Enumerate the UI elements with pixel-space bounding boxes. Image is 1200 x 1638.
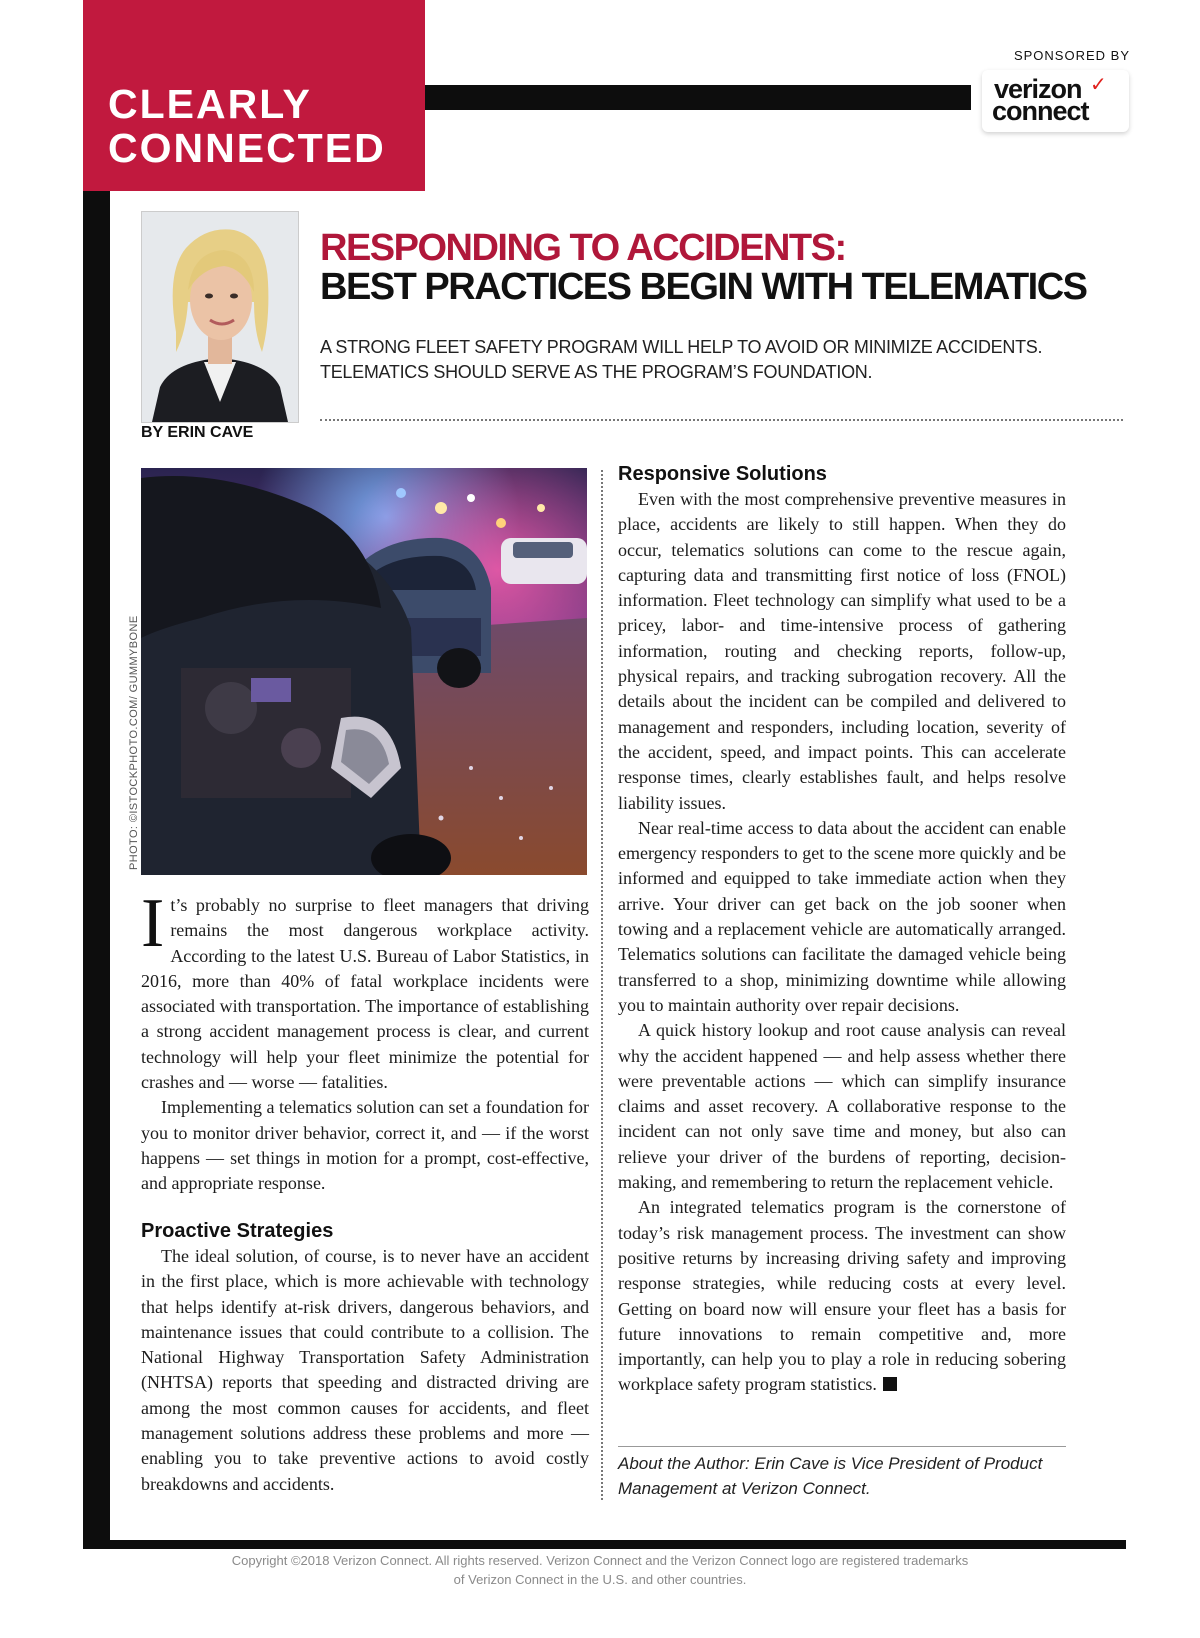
responsive-heading: Responsive Solutions [618,463,827,485]
photo-credit: PHOTO: ©ISTOCKPHOTO.COM/ GUMMYBONE [128,615,140,870]
left-border-rule [83,191,110,1548]
column-divider [601,470,603,1500]
verizon-connect-logo[interactable] [982,70,1129,132]
intro-paragraph-text: t’s probably no surprise to fleet managers that driving remains the most dangerous workplace activity. According to the latest U.S. Bureau of Labor Statistics, in 2016, more than 40% of fatal workplace incidents were associated with transportation. The importance of establishing a strong accident management process is clear, and current technology will help your fleet minimize the potential for crashes and — worse — fatalities. [141,895,589,1093]
about-author: About the Author: Erin Cave is Vice President of Product Management at Verizon Connect. [618,1454,1043,1498]
proactive-paragraph: The ideal solution, of course, is to never have an accident in the first place, which is more achievable with technology that helps identify at-risk drivers, dangerous behaviors, and maintenance issues that could contribute to a collision. The National Highway Transportation Safety Administration (NHTSA) reports that speeding and distracted driving are among the most common causes for accidents, and fleet management solutions address these problems and more — enabling you to take preventive actions to avoid costly breakdowns and accidents. [141,1246,589,1494]
section-title-line1: CLEARLY [108,81,312,127]
intro-paragraph [141,885,589,1095]
about-author-rule [618,1446,1066,1447]
responsive-section [618,462,1066,1398]
intro-text [141,885,589,1197]
drop-cap: I [141,885,165,962]
proactive-heading: Proactive Strategies [141,1220,334,1242]
author-photo [141,211,299,423]
checkmark-icon: ✓ [1090,72,1107,96]
proactive-section [141,1219,589,1497]
crash-photo [141,468,587,875]
end-mark [883,1377,897,1391]
bottom-border-rule [83,1540,1126,1549]
intro-paragraph-2: Implementing a telematics solution can set a foundation for you to monitor driver behavior, correct it, and — if the worst happens — set things in motion for a prompt, cost-effective, and appropriate response. [141,1097,589,1194]
responsive-paragraph-4 [618,1195,1066,1397]
copyright-notice [180,1551,1020,1589]
responsive-paragraph-1: Even with the most comprehensive preventive measures in place, accidents are likely to still happen. When they do occur, telematics solutions can come to the rescue again, capturing data and transmitting first notice of loss (FNOL) information. Fleet technology can simplify what used to be a pricey, labor- and time-intensive process of gathering information, routing and checking reports, follow-up, physical repairs, and tracking subrogation recovery. All the details about the incident can be compiled and delivered to management and responders, including location, severity of the accident, speed, and impact points. This can accelerate response times, clearly establishes fault, and helps resolve liability issues. [618,489,1066,813]
logo-word-verizon: verizon [994,74,1082,104]
responsive-paragraph-4-text: An integrated telematics program is the cornerstone of today’s risk management process. The investment can show positive returns by increasing driving safety and improving response strategies, while reducing costs at every level. Getting on board now will ensure your fleet has a basis for future innovations to remain competitive and, more importantly, can help you to play a role in reducing sobering workplace safety program statistics. [618,1197,1066,1395]
copyright-line-2: of Verizon Connect in the U.S. and other countries. [453,1572,747,1587]
headline-secondary: BEST PRACTICES BEGIN WITH TELEMATICS [320,266,1087,308]
dotted-divider [320,419,1123,421]
logo-word-connect: connect [992,96,1089,126]
byline: BY ERIN CAVE [141,424,254,441]
responsive-paragraph-3: A quick history lookup and root cause analysis can reveal why the accident happened — and help assess whether there were preventable actions — which can simplify insurance claims and asset recovery. A collaborative response to the incident can not only save time and money, but also can relieve your driver of the burdens of reporting, decision-making, and remembering to return the replacement vehicle. [618,1020,1066,1193]
responsive-paragraph-2: Near real-time access to data about the accident can enable emergency responders to get to the scene more quickly and be informed and equipped to take immediate action when they arrive. Your driver can get back on the job sooner when towing and a replacement vehicle are automatically arranged. Telematics solutions can facilitate the damaged vehicle being transferred to a shop, minimizing downtime while allowing you to maintain authority over repair decisions. [618,817,1066,1015]
header-bar [425,85,971,110]
section-title-line2: CONNECTED [108,125,386,171]
section-tab [83,0,425,191]
headline-primary: RESPONDING TO ACCIDENTS: [320,227,846,269]
sponsored-by-label: SPONSORED BY [1013,48,1130,63]
copyright-line-1: Copyright ©2018 Verizon Connect. All rights reserved. Verizon Connect and the Verizon Connect logo are registered trademarks [231,1553,969,1568]
deck-subtitle: A STRONG FLEET SAFETY PROGRAM WILL HELP TO AVOID OR MINIMIZE ACCIDENTS. TELEMATICS SHOULD SERVE AS THE PROGRAM’S FOUNDATION. [320,337,1043,382]
